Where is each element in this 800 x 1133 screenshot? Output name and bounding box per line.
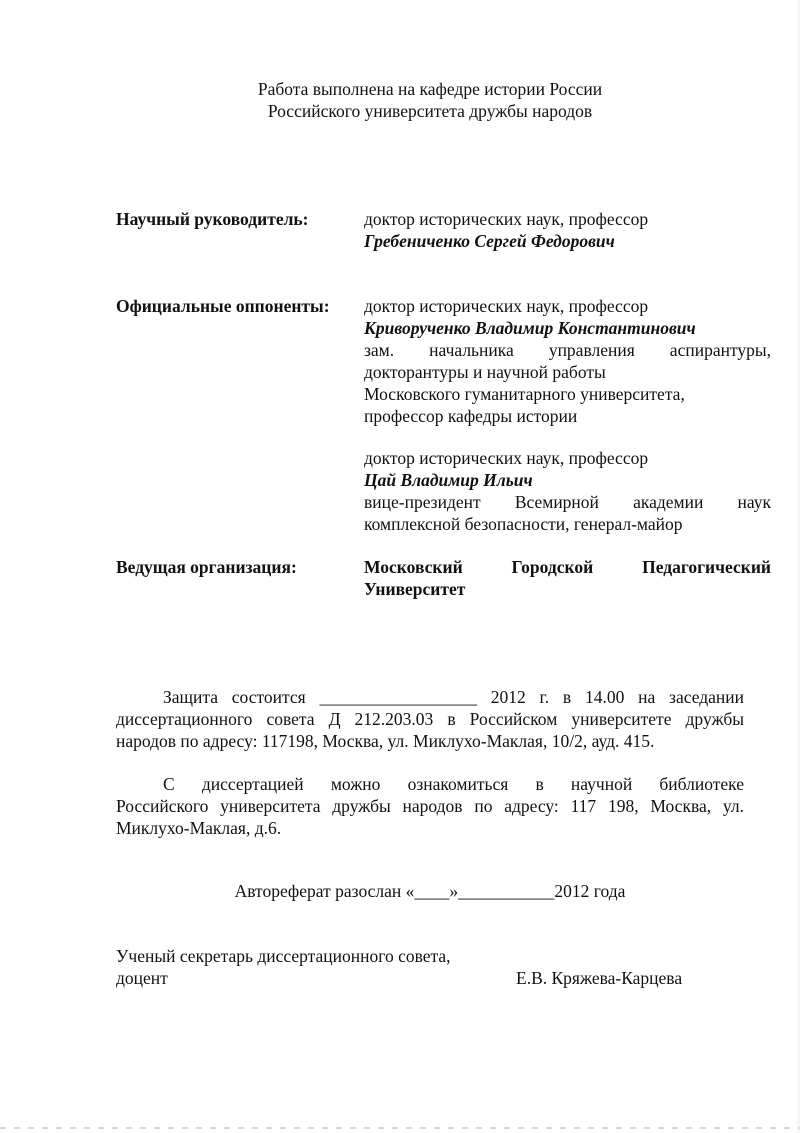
opponent-1-block: [364, 295, 771, 427]
secretary-name: Е.В. Кряжева-Карцева: [516, 968, 683, 988]
library-line-3: Миклухо-Маклая, д.6.: [116, 818, 282, 838]
opponent-2-name: Цай Владимир Ильич: [364, 470, 533, 490]
defense-line-1: Защита состоится __________________ 2012 г. в 14.00 на заседании: [163, 687, 744, 707]
library-line-2: Российского университета дружбы народов по адресу: 117 198, Москва, ул.: [116, 796, 744, 816]
library-paragraph: [116, 773, 744, 839]
header-line-2: Российского университета дружбы народов: [267, 101, 593, 121]
supervisor-title: доктор исторических наук, профессор: [364, 209, 649, 229]
supervisor-name: Гребениченко Сергей Федорович: [364, 231, 615, 251]
supervisor-block: [364, 208, 771, 252]
supervisor-label: Научный руководитель:: [116, 209, 309, 229]
secretary-line-2: доцент: [116, 968, 168, 988]
abstract-sent-line: Автореферат разослан «____»___________2012 года: [234, 881, 626, 901]
library-line-1: С диссертацией можно ознакомиться в научной библиотеке: [163, 774, 744, 794]
opponent-2-position-line-1: вице-президент Всемирной академии наук: [364, 492, 771, 512]
leading-org-block: [364, 556, 771, 600]
leading-org-line-2: Университет: [364, 579, 466, 599]
defense-paragraph: [116, 686, 744, 752]
secretary-block: [116, 945, 451, 989]
header-line-1: Работа выполнена на кафедре истории России: [257, 79, 603, 99]
opponent-1-position-line-4: профессор кафедры истории: [364, 406, 578, 426]
opponent-2-position-line-2: комплексной безопасности, генерал-майор: [364, 514, 683, 534]
opponents-label: Официальные оппоненты:: [116, 296, 330, 316]
opponent-1-position-line-1: зам. начальника управления аспирантуры,: [364, 340, 771, 360]
opponent-1-position-line-3: Московского гуманитарного университета,: [364, 384, 685, 404]
opponent-1-name: Криворученко Владимир Константинович: [364, 318, 696, 338]
opponent-2-title: доктор исторических наук, профессор: [364, 448, 649, 468]
header: [0, 78, 800, 122]
opponent-1-title: доктор исторических наук, профессор: [364, 296, 649, 316]
secretary-line-1: Ученый секретарь диссертационного совета,: [116, 946, 451, 966]
defense-line-3: народов по адресу: 117198, Москва, ул. Миклухо-Маклая, 10/2, ауд. 415.: [116, 731, 655, 751]
leading-org-line-1: Московский Городской Педагогический: [364, 557, 771, 577]
opponent-1-position-line-2: докторантуры и научной работы: [364, 362, 606, 382]
leading-org-label: Ведущая организация:: [116, 557, 297, 577]
scan-edge-shadow: [796, 0, 800, 1133]
opponent-2-block: [364, 447, 771, 535]
scan-bottom-artifact: [0, 1127, 800, 1129]
defense-line-2: диссертационного совета Д 212.203.03 в Российском университете дружбы: [116, 709, 744, 729]
